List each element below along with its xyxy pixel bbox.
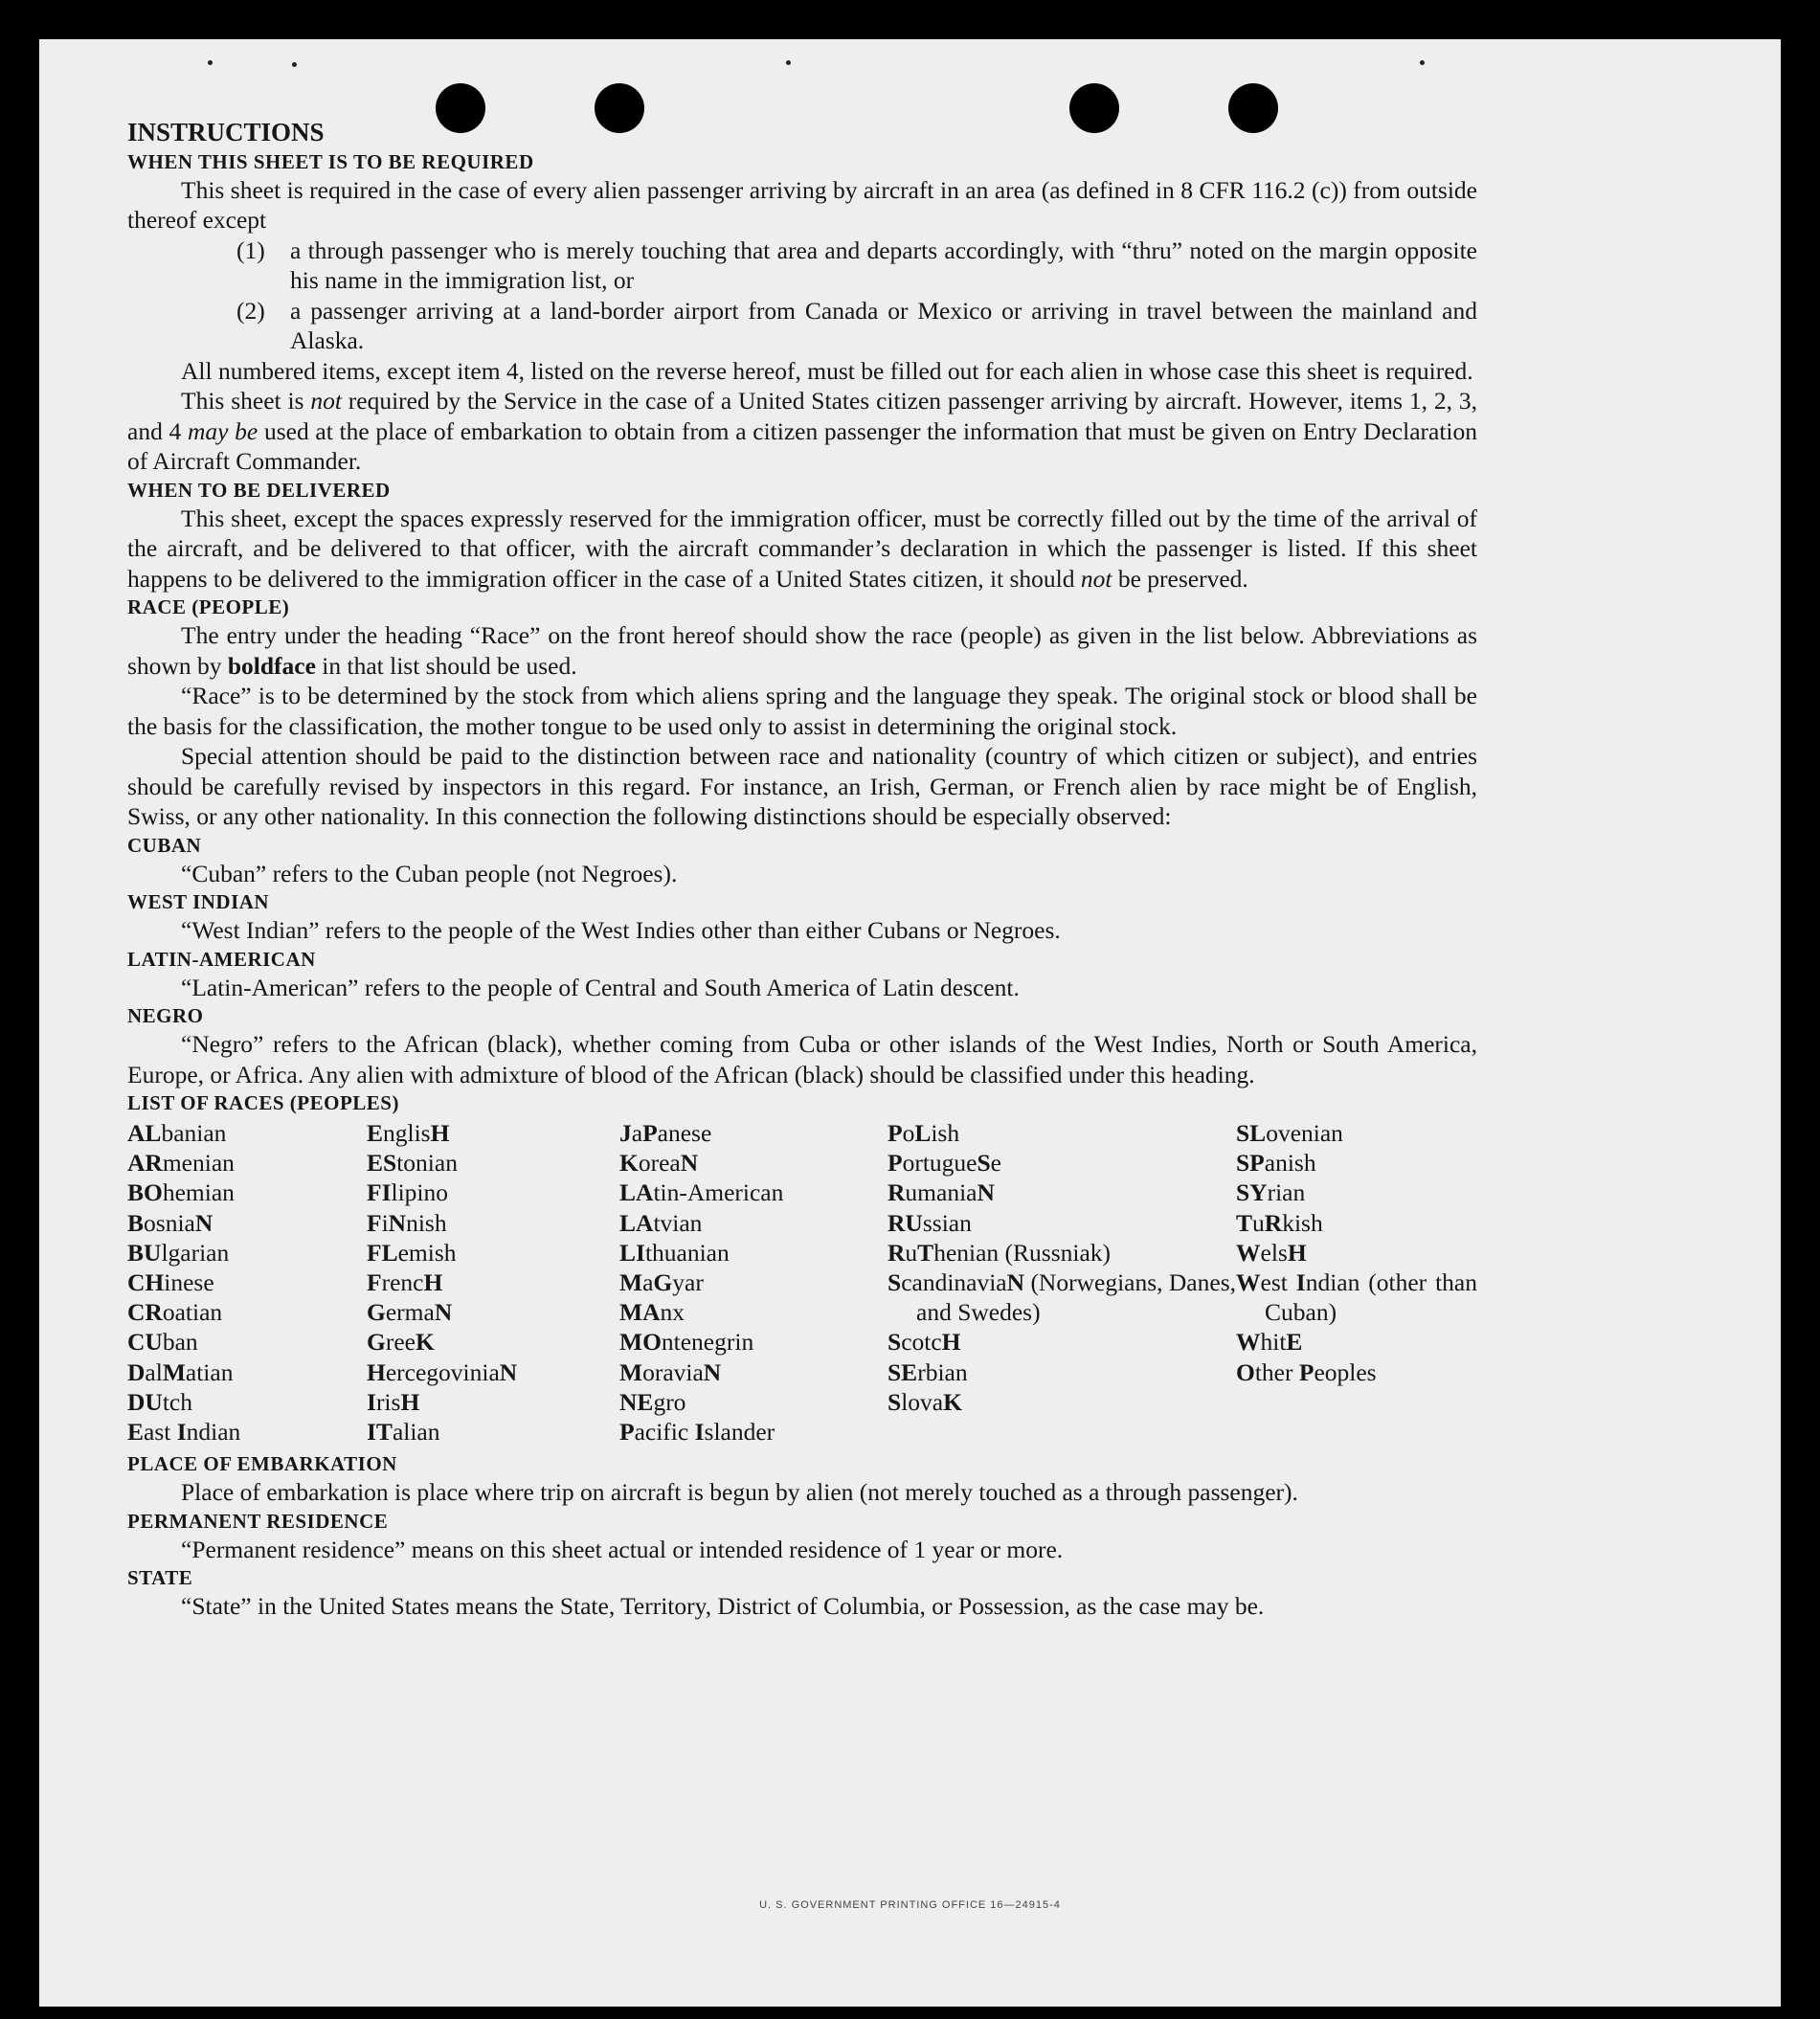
race-entry: DUtch	[127, 1387, 192, 1416]
exception-item	[236, 236, 1477, 296]
item-number: (2)	[236, 296, 265, 325]
race-entry: CUban	[127, 1328, 198, 1357]
race-column	[619, 1118, 888, 1447]
paragraph: This sheet, except the spaces expressly reserved for the immigration officer, must be correctly filled out by the time of the arrival of the aircraft, and be delivered to that officer, with the aircraft commander’s declaration in which the passenger is listed. If this sheet happens to be delivered to the immigration officer in the case of a United States citizen, it should not be preserved.	[127, 504, 1477, 593]
race-entry: MaGyar	[619, 1268, 704, 1297]
speck	[292, 62, 297, 67]
paragraph: Special attention should be paid to the distinction between race and nationality (country of which citizen or subject), and entries should be carefully revised by inspectors in this regard. For instance, an Irish, German, or French alien by race might be of English, Swiss, or any other nationality. In this connection the following distinctions should be especially observed:	[127, 742, 1477, 830]
race-column	[127, 1118, 367, 1447]
race-entry: TuRkish	[1236, 1208, 1323, 1237]
race-entry: FLemish	[367, 1238, 457, 1267]
paragraph: This sheet is not required by the Service in the case of a United States citizen passenger arriving by aircraft. However, items 1, 2, 3, and 4 may be used at the place of embarkation to obtain from a citizen passenger the information that must be given on Entry Declaration of Aircraft Commander.	[127, 387, 1477, 475]
race-entry: HercegoviniaN	[367, 1357, 518, 1386]
race-entry: ScandinaviaN (Norwegians, Danes, and Swedes)	[888, 1268, 1236, 1327]
page-title: INSTRUCTIONS	[127, 118, 325, 146]
race-entry: SYrian	[1236, 1178, 1306, 1207]
document-page	[39, 39, 1781, 2007]
race-entry: FiNnish	[367, 1208, 447, 1237]
race-entry: JaPanese	[619, 1119, 712, 1147]
race-entry: MOntenegrin	[619, 1328, 754, 1357]
item-text: a through passenger who is merely touching that area and departs accordingly, with “thru” noted on the margin opposite his name in the immigration list, or	[290, 236, 1477, 294]
race-entry: PoLish	[888, 1119, 960, 1147]
paragraph: “Permanent residence” means on this sheet actual or intended residence of 1 year or more.	[181, 1535, 1064, 1563]
race-entry: ALbanian	[127, 1119, 227, 1147]
race-entry: CHinese	[127, 1268, 214, 1297]
race-entry: LAtin-American	[619, 1178, 784, 1207]
race-entry: East Indian	[127, 1418, 241, 1447]
paragraph: The entry under the heading “Race” on the front hereof should show the race (people) as given in the list below. Abbreviations as shown by boldface in that list should be used.	[127, 621, 1477, 680]
exception-item	[236, 296, 1477, 356]
paragraph: “Latin-American” refers to the people of Central and South America of Latin descent.	[181, 973, 1020, 1001]
race-entry: KoreaN	[619, 1149, 699, 1178]
race-entry: DalMatian	[127, 1357, 234, 1386]
race-entry: SLovenian	[1236, 1119, 1343, 1147]
race-entry: ARmenian	[127, 1149, 235, 1178]
section-heading: WHEN TO BE DELIVERED	[127, 478, 391, 502]
section-heading: WEST INDIAN	[127, 890, 270, 913]
race-entry: IrisH	[367, 1387, 420, 1416]
paragraph: “State” in the United States means the State, Territory, District of Columbia, or Possession, as the case may be.	[181, 1592, 1265, 1621]
race-entry: FrencH	[367, 1268, 443, 1297]
race-entry: WhitE	[1236, 1328, 1303, 1357]
item-text: a passenger arriving at a land-border airport from Canada or Mexico or arriving in travel between the mainland and Alaska.	[290, 296, 1477, 354]
race-entry: EStonian	[367, 1149, 458, 1178]
race-entry: LIthuanian	[619, 1238, 730, 1267]
race-entry: SlovaK	[888, 1387, 962, 1416]
race-entry: PortugueSe	[888, 1149, 1001, 1178]
race-entry: NEgro	[619, 1387, 686, 1416]
race-entry: LAtvian	[619, 1208, 703, 1237]
race-entry: WelsH	[1236, 1238, 1307, 1267]
race-entry: RUssian	[888, 1208, 972, 1237]
race-entry: RumaniaN	[888, 1178, 995, 1207]
race-entry: ScotcH	[888, 1328, 961, 1357]
race-entry: MAnx	[619, 1298, 685, 1327]
race-entry: BUlgarian	[127, 1238, 230, 1267]
section-heading: LATIN-AMERICAN	[127, 947, 316, 971]
paragraph: “Cuban” refers to the Cuban people (not Negroes).	[181, 859, 678, 887]
race-entry: Pacific Islander	[619, 1418, 775, 1447]
race-entry: ITalian	[367, 1418, 440, 1447]
race-entry: EnglisH	[367, 1119, 450, 1147]
speck	[1420, 60, 1425, 65]
race-entry: SPanish	[1236, 1149, 1316, 1178]
race-list	[127, 1118, 1477, 1447]
race-entry: West Indian (other than Cuban)	[1236, 1268, 1477, 1327]
race-entry: BOhemian	[127, 1178, 235, 1207]
race-entry: FIlipino	[367, 1178, 449, 1207]
race-entry: SErbian	[888, 1357, 968, 1386]
race-entry: RuThenian (Russniak)	[888, 1238, 1112, 1267]
paragraph: All numbered items, except item 4, listed on the reverse hereof, must be filled out for each alien in whose case this sheet is required.	[181, 356, 1473, 385]
race-entry: CRoatian	[127, 1298, 223, 1327]
race-entry: BosniaN	[127, 1208, 213, 1237]
paragraph: Place of embarkation is place where trip on aircraft is begun by alien (not merely touched as a through passenger).	[181, 1478, 1298, 1507]
speck	[208, 60, 213, 65]
section-heading: RACE (PEOPLE)	[127, 595, 290, 618]
section-heading: WHEN THIS SHEET IS TO BE REQUIRED	[127, 149, 534, 173]
section-heading: NEGRO	[127, 1004, 204, 1027]
race-entry: Other Peoples	[1236, 1357, 1377, 1386]
paragraph: This sheet is required in the case of every alien passenger arriving by aircraft in an area (as defined in 8 CFR 116.2 (c)) from outside thereof except	[127, 175, 1477, 234]
section-heading: PERMANENT RESIDENCE	[127, 1509, 389, 1533]
printer-imprint: U. S. GOVERNMENT PRINTING OFFICE 16—24915-4	[759, 1899, 1061, 1911]
item-number: (1)	[236, 236, 265, 264]
section-heading: CUBAN	[127, 833, 202, 857]
race-column	[888, 1118, 1236, 1447]
instructions-body	[127, 118, 1477, 1622]
race-column	[367, 1118, 619, 1447]
section-heading: PLACE OF EMBARKATION	[127, 1452, 397, 1476]
race-entry: GreeK	[367, 1328, 435, 1357]
paragraph: “Race” is to be determined by the stock from which aliens spring and the language they speak. The original stock or blood shall be the basis for the classification, the mother tongue to be used only to assist in determining the original stock.	[127, 682, 1477, 740]
section-heading: LIST OF RACES (PEOPLES)	[127, 1091, 399, 1114]
race-entry: GermaN	[367, 1298, 453, 1327]
race-column	[1236, 1118, 1477, 1447]
speck	[786, 60, 791, 65]
section-heading: STATE	[127, 1566, 193, 1590]
paragraph: “Negro” refers to the African (black), whether coming from Cuba or other islands of the West Indies, North or South America, Europe, or Africa. Any alien with admixture of blood of the African (black) should be classified under this heading.	[127, 1030, 1477, 1088]
paragraph: “West Indian” refers to the people of the West Indies other than either Cubans or Negroes.	[181, 916, 1061, 944]
race-entry: MoraviaN	[619, 1357, 722, 1386]
